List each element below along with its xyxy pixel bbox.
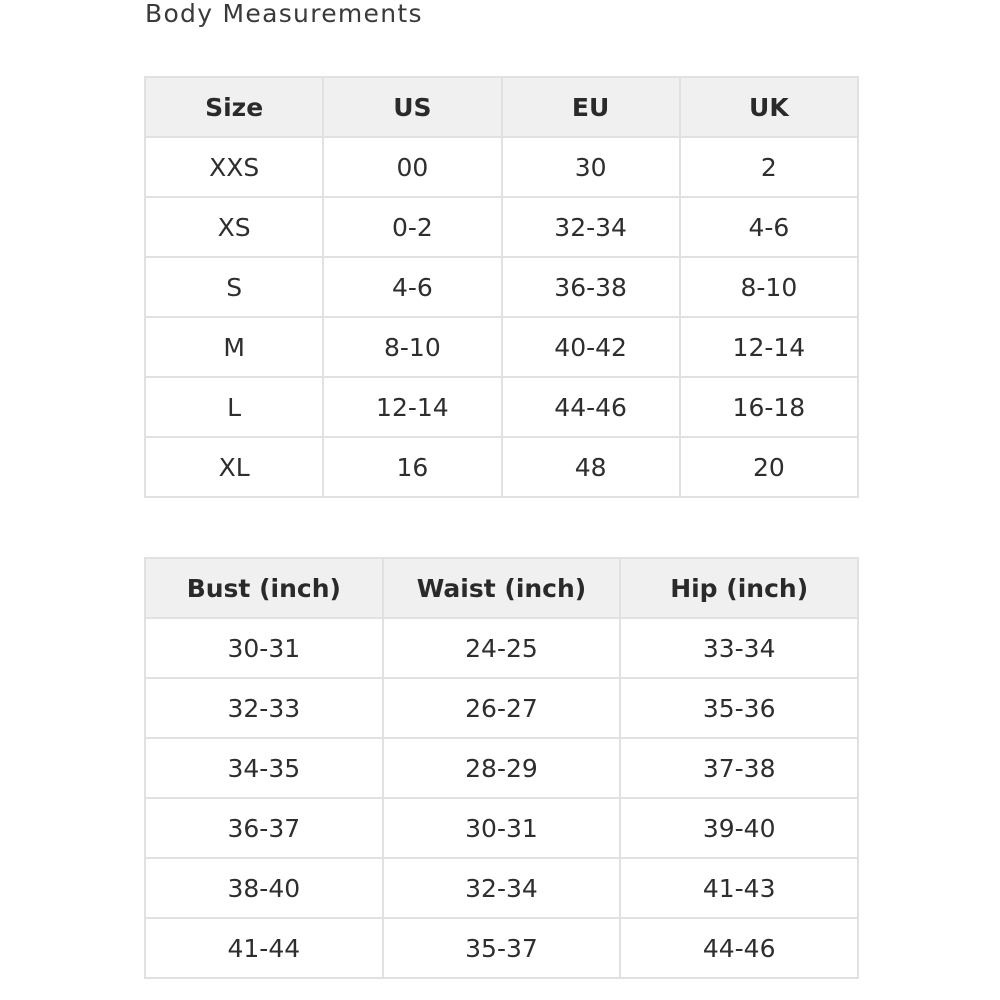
column-header-uk: UK: [680, 77, 858, 137]
table-header-row: [145, 77, 858, 137]
table-cell: 2: [680, 137, 858, 197]
table-row: [145, 618, 858, 678]
table-cell: 20: [680, 437, 858, 497]
table-cell: 38-40: [145, 858, 383, 918]
column-header-us: US: [323, 77, 501, 137]
table-row: [145, 918, 858, 978]
table-cell: 35-37: [383, 918, 621, 978]
table-cell: 41-44: [145, 918, 383, 978]
table-cell: 36-37: [145, 798, 383, 858]
table-cell: 36-38: [502, 257, 680, 317]
table-cell: 8-10: [680, 257, 858, 317]
table-cell: 30-31: [383, 798, 621, 858]
body-measurement-table: [144, 557, 859, 979]
table-cell: 40-42: [502, 317, 680, 377]
table-cell: M: [145, 317, 323, 377]
table-row: [145, 377, 858, 437]
table-cell: S: [145, 257, 323, 317]
column-header-waist: Waist (inch): [383, 558, 621, 618]
table-cell: 12-14: [323, 377, 501, 437]
table-cell: 0-2: [323, 197, 501, 257]
table-cell: 00: [323, 137, 501, 197]
table-row: [145, 678, 858, 738]
table-cell: 44-46: [502, 377, 680, 437]
table-cell: 4-6: [323, 257, 501, 317]
table-cell: 30: [502, 137, 680, 197]
column-header-bust: Bust (inch): [145, 558, 383, 618]
table-cell: 39-40: [620, 798, 858, 858]
table-cell: 48: [502, 437, 680, 497]
table-cell: 26-27: [383, 678, 621, 738]
table-cell: 8-10: [323, 317, 501, 377]
table-header-row: [145, 558, 858, 618]
column-header-hip: Hip (inch): [620, 558, 858, 618]
table-row: [145, 858, 858, 918]
table-row: [145, 738, 858, 798]
table-cell: 32-34: [502, 197, 680, 257]
table-row: [145, 197, 858, 257]
table-row: [145, 798, 858, 858]
table-cell: 41-43: [620, 858, 858, 918]
table-cell: 24-25: [383, 618, 621, 678]
table-row: [145, 317, 858, 377]
size-conversion-table: [144, 76, 859, 498]
table-cell: 4-6: [680, 197, 858, 257]
table-cell: 35-36: [620, 678, 858, 738]
table-cell: 28-29: [383, 738, 621, 798]
table-cell: 44-46: [620, 918, 858, 978]
table-cell: 33-34: [620, 618, 858, 678]
table-row: [145, 137, 858, 197]
table-cell: 32-33: [145, 678, 383, 738]
column-header-eu: EU: [502, 77, 680, 137]
table-cell: L: [145, 377, 323, 437]
table-cell: XL: [145, 437, 323, 497]
table-cell: XXS: [145, 137, 323, 197]
table-cell: 37-38: [620, 738, 858, 798]
table-row: [145, 437, 858, 497]
table-cell: 12-14: [680, 317, 858, 377]
table-cell: 34-35: [145, 738, 383, 798]
table-cell: 16: [323, 437, 501, 497]
table-cell: 30-31: [145, 618, 383, 678]
page-title: Body Measurements: [145, 0, 423, 28]
table-cell: 32-34: [383, 858, 621, 918]
table-row: [145, 257, 858, 317]
table-cell: 16-18: [680, 377, 858, 437]
column-header-size: Size: [145, 77, 323, 137]
table-cell: XS: [145, 197, 323, 257]
